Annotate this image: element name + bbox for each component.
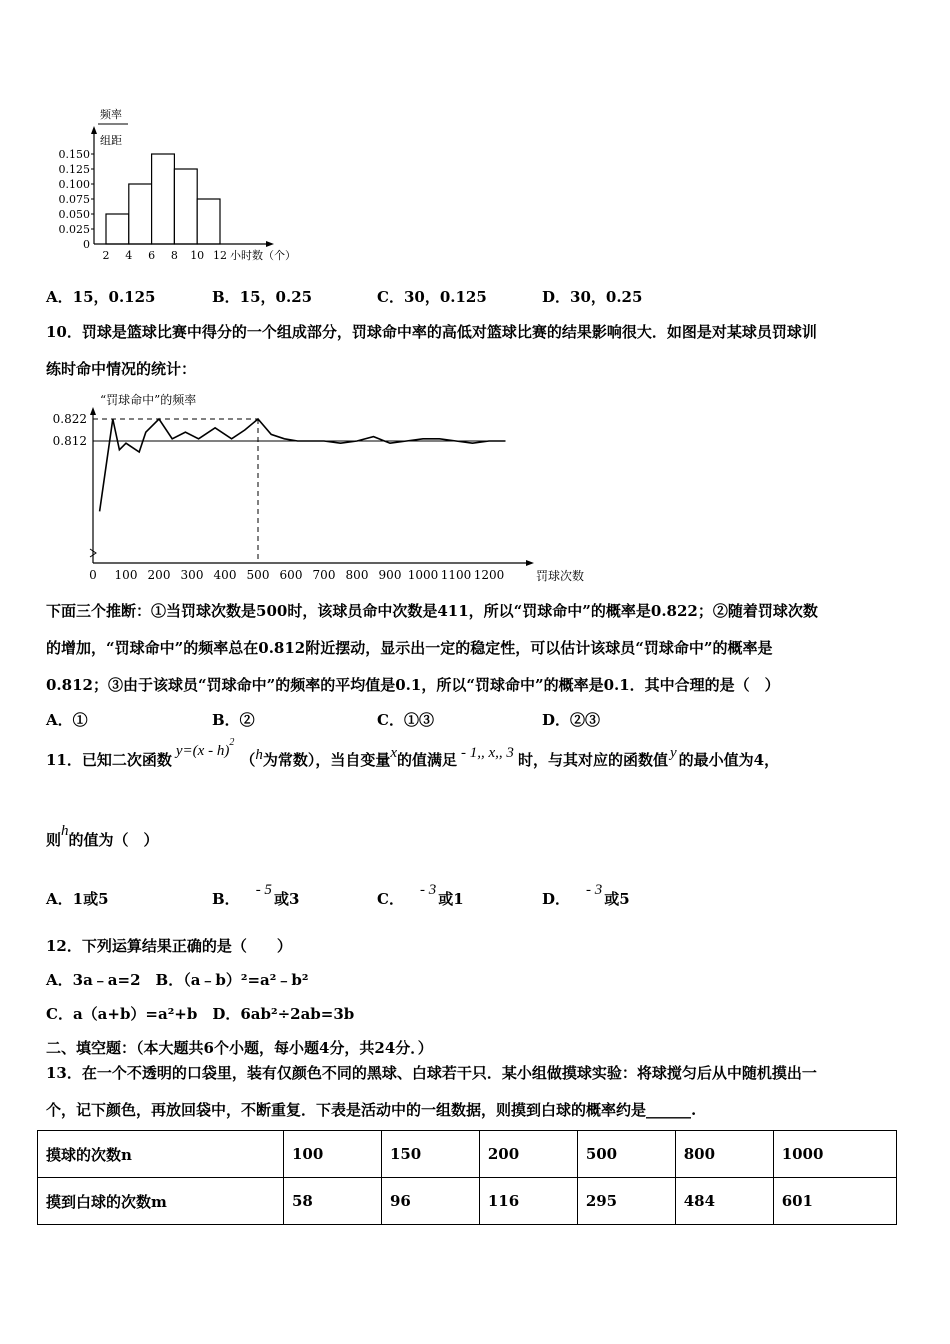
q10-option-d: D．②③ <box>542 711 601 729</box>
q11-when-text: 时，与其对应的函数值 <box>517 751 668 769</box>
q13-stem-line1: 13．在一个不透明的口袋里，装有仅颜色不同的黑球、白球若干只．某小组做摸球实验：将球搅匀后从中随机摸出一 <box>46 1064 817 1082</box>
hist-y-tick-label: 0.100 <box>58 178 90 191</box>
hist-bar <box>174 169 197 244</box>
table-cell: 96 <box>381 1178 479 1225</box>
q11-func-y: y <box>175 743 183 759</box>
q11-prefix: 11．已知二次函数 <box>46 751 172 769</box>
q11-option-b-math: - 5 <box>255 882 272 898</box>
line-x-axis-arrow <box>526 560 534 566</box>
hist-y-tick-label: 0.125 <box>58 163 90 176</box>
table-row <box>38 1178 897 1225</box>
line-x-tick-label: 1100 <box>440 568 472 582</box>
q11-paren-open: （ <box>240 751 256 769</box>
table-cell: 295 <box>577 1178 675 1225</box>
q11-value-text: 的值为（ ） <box>68 831 159 849</box>
line-x-tick-label: 1200 <box>473 568 505 582</box>
table-cell: 200 <box>479 1131 577 1178</box>
q11-then-text: 则 <box>46 831 62 849</box>
table-row <box>38 1131 897 1178</box>
hist-y-tick-label: 0.075 <box>58 193 90 206</box>
hist-y-tick-label: 0.025 <box>58 223 90 236</box>
q10-option-b: B．② <box>212 711 255 729</box>
q11-const-text: 为常数），当自变量 <box>262 751 391 769</box>
hist-bar <box>152 154 175 244</box>
line-x-tick-label: 800 <box>345 568 369 582</box>
q9-option-b: B．15，0.25 <box>212 288 313 306</box>
q11-option-c-math: - 3 <box>419 882 437 898</box>
table-cell: 500 <box>577 1131 675 1178</box>
hist-x-tick-label: 6 <box>148 249 156 262</box>
hist-x-tick-label: 2 <box>102 249 110 262</box>
q11-range-text: 的值满足 <box>397 751 458 769</box>
q11-range-math: - 1,, x,, 3 <box>461 745 514 761</box>
line-x-tick-label: 600 <box>279 568 303 582</box>
line-chart-title: “罚球命中”的频率 <box>100 393 197 407</box>
line-x-tick-label: 0 <box>89 568 97 582</box>
line-y-axis-arrow <box>90 407 96 415</box>
q11-option-a-label: A． <box>46 890 73 908</box>
frequency-series-line <box>100 419 506 511</box>
q11-option-b <box>212 882 300 909</box>
section-2-heading: 二、填空题：（本大题共6个小题，每小题4分，共24分．） <box>46 1039 433 1057</box>
line-y-tick-label: 0.822 <box>52 412 87 426</box>
hist-x-tick-label: 8 <box>170 249 178 262</box>
line-x-tick-label: 400 <box>213 568 237 582</box>
table-cell: 58 <box>284 1178 382 1225</box>
table-cell: 484 <box>675 1178 773 1225</box>
line-x-tick-label: 700 <box>312 568 336 582</box>
hist-y-tick-label: 0 <box>83 238 90 251</box>
q12-options-row1: A．3a﹣a=2 B．（a﹣b）²=a²﹣b² <box>46 971 309 989</box>
q11-option-b-tail: 或3 <box>273 890 300 908</box>
q12-options-row2: C．a（a+b）=a²+b D．6ab²÷2ab=3b <box>46 1005 355 1023</box>
q10-option-c: C．①③ <box>377 711 434 729</box>
ball-draw-table <box>37 1130 897 1225</box>
hist-x-tick-label: 12 <box>213 249 227 262</box>
hist-x-axis-arrow <box>266 241 274 247</box>
table-cell: 150 <box>381 1131 479 1178</box>
hist-x-label: 小时数（个） <box>230 249 296 262</box>
hist-y-axis-arrow <box>91 126 97 134</box>
q10-inference-line3: 0.812；③由于该球员“罚球命中”的频率的平均值是0.1，所以“罚球命中”的概率是0.1．其中合理的是（ ） <box>46 676 780 694</box>
line-x-tick-label: 300 <box>180 568 204 582</box>
q11-stem-line1 <box>46 737 780 770</box>
table-cell: 100 <box>284 1131 382 1178</box>
q11-option-a <box>46 888 109 909</box>
q11-option-d-math: - 3 <box>586 882 603 898</box>
q10-option-a: A．① <box>46 711 88 729</box>
hist-x-tick-label: 10 <box>190 249 205 262</box>
free-throw-frequency-chart <box>40 388 600 588</box>
q11-h-var: h <box>61 823 69 839</box>
q11-stem-line2 <box>46 823 159 850</box>
line-x-tick-label: 1000 <box>407 568 439 582</box>
q10-stem-line1: 10．罚球是篮球比赛中得分的一个组成部分，罚球命中率的高低对篮球比赛的结果影响很大．如图是对某球员罚球训 <box>46 323 817 341</box>
q10-inference-line2: 的增加，“罚球命中”的频率总在0.812附近摆动，显示出一定的稳定性，可以估计该球员“罚球命中”的概率是 <box>46 639 773 657</box>
q11-option-c <box>377 882 464 909</box>
q9-option-d: D．30，0.25 <box>542 288 643 306</box>
hist-bar <box>129 184 152 244</box>
hist-y-label-top: 频率 <box>100 108 122 121</box>
q10-inference-line1: 下面三个推断：①当罚球次数是500时，该球员命中次数是411，所以“罚球命中”的概率是0.822；②随着罚球次数 <box>46 602 818 620</box>
q12-stem: 12．下列运算结果正确的是（ ） <box>46 937 292 955</box>
q11-option-a-tail: 1或5 <box>72 890 109 908</box>
table-cell: 1000 <box>773 1131 896 1178</box>
q11-var-y: y <box>669 745 677 761</box>
histogram-chart <box>50 100 320 270</box>
line-x-tick-label: 900 <box>378 568 402 582</box>
hist-y-tick-label: 0.150 <box>58 148 90 161</box>
line-x-tick-label: 200 <box>147 568 171 582</box>
q9-option-c: C．30，0.125 <box>377 288 487 306</box>
q11-option-c-tail: 或1 <box>438 890 464 908</box>
hist-bar <box>197 199 220 244</box>
q11-option-b-label: B． <box>212 890 240 908</box>
line-chart-x-label: 罚球次数 <box>536 569 585 583</box>
q11-func-body: =(x - h) <box>182 743 230 759</box>
q11-h-const: h <box>255 747 263 763</box>
line-x-tick-label: 500 <box>246 568 270 582</box>
q11-min-text: 的最小值为4， <box>678 751 780 769</box>
q11-option-d-label: D． <box>542 890 571 908</box>
q11-option-d <box>542 882 630 909</box>
q11-option-d-tail: 或5 <box>604 890 630 908</box>
q11-var-x: x <box>390 745 398 761</box>
hist-x-tick-label: 4 <box>125 249 133 262</box>
q13-stem-line2: 个，记下颜色，再放回袋中，不断重复．下表是活动中的一组数据，则摸到白球的概率约是______. <box>46 1101 697 1119</box>
table-cell: 601 <box>773 1178 896 1225</box>
line-x-tick-label: 100 <box>114 568 138 582</box>
table-cell: 800 <box>675 1131 773 1178</box>
hist-bar <box>106 214 129 244</box>
hist-y-label-bottom: 组距 <box>100 134 122 147</box>
q10-stem-line2: 练时命中情况的统计： <box>46 360 197 378</box>
q11-func-sup: 2 <box>229 737 235 748</box>
table-row-label: 摸到白球的次数m <box>38 1178 284 1225</box>
hist-y-tick-label: 0.050 <box>58 208 90 221</box>
line-y-tick-label: 0.812 <box>52 434 87 448</box>
table-row-label: 摸球的次数n <box>38 1131 284 1178</box>
q9-option-a: A．15，0.125 <box>46 288 156 306</box>
table-cell: 116 <box>479 1178 577 1225</box>
q11-option-c-label: C． <box>377 890 404 908</box>
